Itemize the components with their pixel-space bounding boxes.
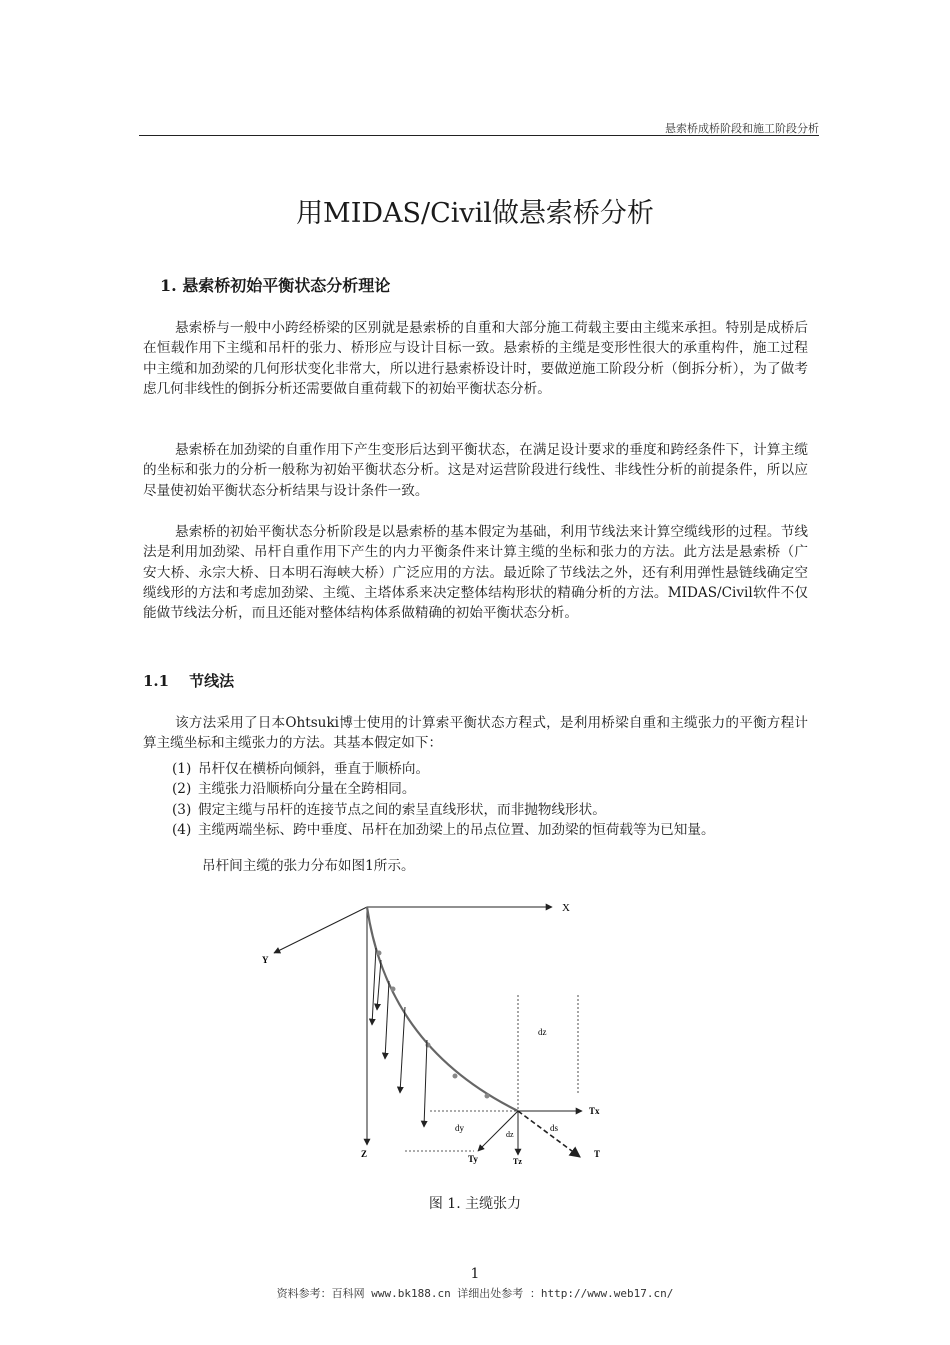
label-ds: ds xyxy=(550,1123,559,1133)
list-item xyxy=(172,820,715,840)
hanger xyxy=(377,960,381,1010)
cable-node xyxy=(377,951,382,956)
label-x: X xyxy=(562,902,570,914)
figure-caption: 图 1. 主缆张力 xyxy=(428,1196,522,1212)
cable-tension-figure xyxy=(250,885,620,1175)
document-title: 用MIDAS/Civil做悬索桥分析 xyxy=(296,198,654,229)
label-t: T xyxy=(594,1149,601,1159)
section-heading-1: 1. 悬索桥初始平衡状态分析理论 xyxy=(160,276,391,295)
cable-node xyxy=(485,1094,490,1099)
section-heading-1-1 xyxy=(143,670,234,691)
hanger xyxy=(385,981,389,1059)
label-tx: Tx xyxy=(589,1106,600,1116)
paragraph-3: 悬索桥的初始平衡状态分析阶段是以悬索桥的基本假定为基础，利用节线法来计算空缆线形的过程。节线法是利用加劲梁、吊杆自重作用下产生的内力平衡条件来计算主缆的坐标和张力的方法。此方法是悬索桥（广安大桥、永宗大桥、日本明石海峡大桥）广泛应用的方法。最近除了节线法之外，还有利用弹性悬链线确定空缆线形的方法和考虑加劲梁、主缆、主塔体系来决定整体结构形状的精确分析的方法。MIDAS/Civil软件不仅能做节线法分析，而且还能对整体结构体系做精确的初始平衡状态分析。 xyxy=(143,524,808,622)
label-z: Z xyxy=(361,1149,368,1159)
figure-reference: 吊杆间主缆的张力分布如图1所示。 xyxy=(202,858,415,874)
label-dz-top: dz xyxy=(538,1027,547,1037)
cable-node xyxy=(453,1074,458,1079)
header-rule xyxy=(139,135,819,136)
label-ty: Ty xyxy=(468,1154,478,1164)
assumption-list xyxy=(172,759,715,840)
y-axis xyxy=(274,907,367,953)
footer-reference: 资料参考：百科网 www.bk188.cn 详细出处参考 ：http://www.web17.cn/ xyxy=(276,1287,674,1300)
paragraph-1: 悬索桥与一般中小跨经桥梁的区别就是悬索桥的自重和大部分施工荷载主要由主缆来承担。特别是成桥后在恒载作用下主缆和吊杆的张力、桥形应与设计目标一致。悬索桥的主缆是变形性很大的承重构件，施工过程中主缆和加劲梁的几何形状变化非常大，所以进行悬索桥设计时，要做逆施工阶段分析（倒拆分析），为了做考虑几何非线性的倒拆分析还需要做自重荷载下的初始平衡状态分析。 xyxy=(143,320,808,397)
list-item xyxy=(172,759,715,779)
list-text: 吊杆仅在横桥向倾斜，垂直于顺桥向。 xyxy=(198,761,430,777)
label-dy: dy xyxy=(455,1123,464,1133)
label-y: Y xyxy=(262,955,269,965)
section-number: 1.1 xyxy=(143,672,170,690)
t-arrow xyxy=(518,1111,580,1157)
list-text: 假定主缆与吊杆的连接节点之间的索呈直线形状，而非抛物线形状。 xyxy=(198,801,606,818)
list-number: (2) xyxy=(172,781,192,798)
paragraph-2: 悬索桥在加劲梁的自重作用下产生变形后达到平衡状态，在满足设计要求的垂度和跨经条件下，计算主缆的坐标和张力的分析一般称为初始平衡状态分析。这是对运营阶段进行线性、非线性分析的前提条件，所以应尽量使初始平衡状态分析结果与设计条件一致。 xyxy=(143,442,808,499)
section-title: 节线法 xyxy=(189,672,235,690)
list-item xyxy=(172,800,715,820)
list-item xyxy=(172,779,715,799)
cable-node xyxy=(391,987,396,992)
list-number: (3) xyxy=(172,801,192,818)
list-text: 主缆两端坐标、跨中垂度、吊杆在加劲梁上的吊点位置、加劲梁的恒荷载等为已知量。 xyxy=(198,821,715,838)
cable-node xyxy=(426,1043,431,1048)
main-cable xyxy=(367,907,518,1111)
label-tz: Tz xyxy=(513,1157,522,1166)
hanger xyxy=(400,1007,405,1093)
list-text: 主缆张力沿顺桥向分量在全跨相同。 xyxy=(198,781,416,798)
hanger xyxy=(372,948,376,1025)
list-number: (1) xyxy=(172,761,192,777)
paragraph-intro: 该方法采用了日本Ohtsuki博士使用的计算索平衡状态方程式，是利用桥梁自重和主缆张力的平衡方程计算主缆坐标和主缆张力的方法。其基本假定如下： xyxy=(143,715,808,752)
running-header: 悬索桥成桥阶段和施工阶段分析 xyxy=(665,122,819,135)
page-number: 1 xyxy=(470,1266,480,1282)
list-number: (4) xyxy=(172,821,192,838)
label-dz: dz xyxy=(506,1130,514,1139)
cable-diagram xyxy=(250,885,620,1175)
hanger xyxy=(424,1040,427,1127)
